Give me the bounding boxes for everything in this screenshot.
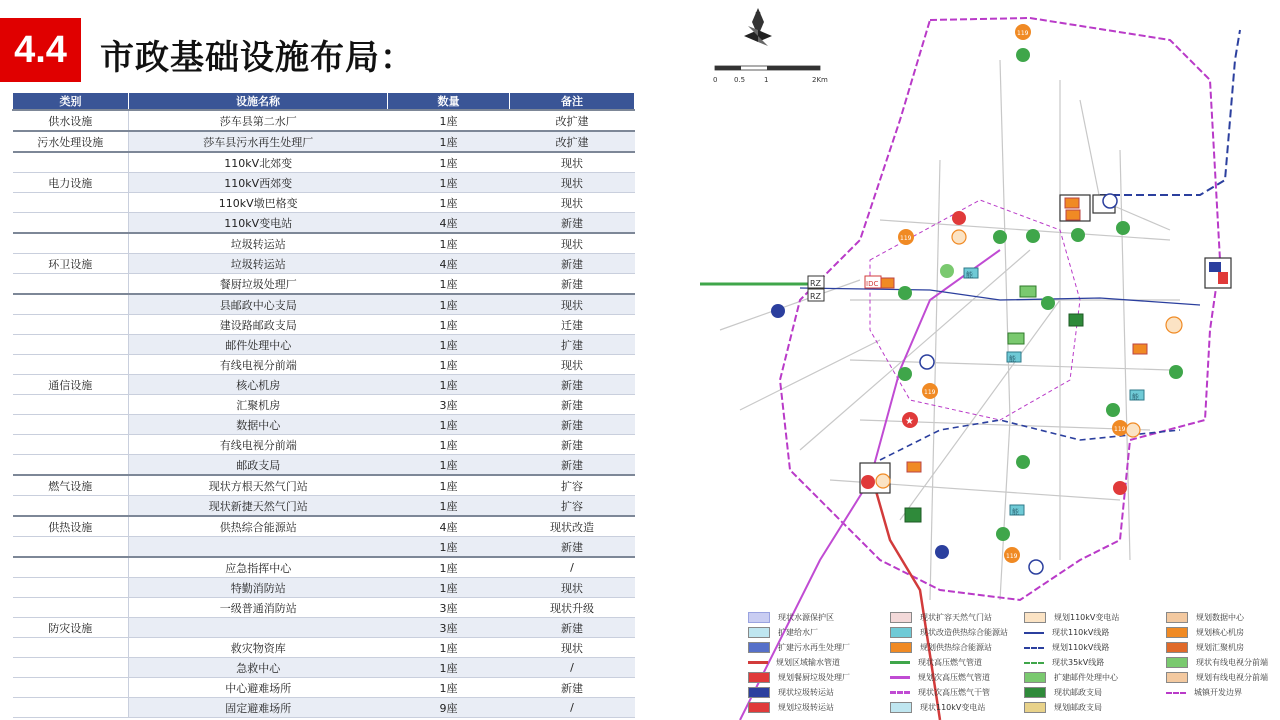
legend-item — [1024, 687, 1102, 698]
quantity-cell: 1座 — [388, 110, 510, 131]
table-row — [13, 355, 635, 375]
facility-table — [12, 92, 635, 718]
legend-item — [1166, 657, 1268, 668]
facility-name-cell: 现状方根天然气门站 — [129, 475, 388, 496]
category-cell — [13, 698, 129, 718]
core-room-legend-icon — [1166, 627, 1188, 638]
cable-tv-headend-icon — [993, 230, 1007, 244]
post-office-existing-icon — [1024, 687, 1046, 698]
category-cell — [13, 152, 129, 173]
note-cell: 现状 — [510, 294, 635, 315]
facility-name-cell: 供热综合能源站 — [129, 516, 388, 537]
quantity-cell: 1座 — [388, 355, 510, 375]
fire-station-label: 119 — [1017, 30, 1029, 37]
table-row — [13, 455, 635, 476]
water-protection-icon — [748, 612, 770, 623]
table-row — [13, 173, 635, 193]
legend-label: 现状垃圾转运站 — [778, 688, 834, 697]
substation-existing-icon — [890, 702, 912, 713]
facility-name-cell: 垃圾转运站 — [129, 233, 388, 254]
legend-label: 扩建污水再生处理厂 — [778, 643, 850, 652]
cable-tv-planned-legend-icon — [1166, 672, 1188, 683]
substation-planned-icon — [1024, 612, 1046, 623]
waste-transfer-icon — [1209, 262, 1221, 272]
note-cell: 现状 — [510, 578, 635, 598]
category-cell — [13, 315, 129, 335]
legend-item — [1024, 702, 1102, 713]
table-row — [13, 131, 635, 152]
legend-label: 现状35kV线路 — [1052, 658, 1105, 667]
legend-label: 规划垃圾转运站 — [778, 703, 834, 712]
fire-station-label: 119 — [924, 389, 936, 396]
quantity-cell: 1座 — [388, 557, 510, 578]
legend-item — [1166, 687, 1242, 698]
category-cell — [13, 233, 129, 254]
table-row — [13, 233, 635, 254]
column-header-note: 备注 — [510, 93, 635, 111]
planned-waste-station-icon — [1113, 481, 1127, 495]
note-cell: / — [510, 698, 635, 718]
cable-tv-headend-icon — [1106, 403, 1120, 417]
table-row — [13, 698, 635, 718]
category-cell: 供热设施 — [13, 516, 129, 537]
facility-name-cell: 110kV变电站 — [129, 213, 388, 234]
planned-waste-station-icon — [952, 211, 966, 225]
category-cell — [13, 294, 129, 315]
legend-label: 规划数据中心 — [1196, 613, 1244, 622]
category-cell — [13, 557, 129, 578]
facility-name-cell: 一级普通消防站 — [129, 598, 388, 618]
legend-label: 现状邮政支局 — [1054, 688, 1102, 697]
facility-name-cell: 邮政支局 — [129, 455, 388, 476]
legend-label: 现状扩容天然气门站 — [920, 613, 992, 622]
facility-name-cell: 特勤消防站 — [129, 578, 388, 598]
quantity-cell: 4座 — [388, 516, 510, 537]
category-cell: 供水设施 — [13, 110, 129, 131]
note-cell: 现状 — [510, 638, 635, 658]
table-row — [13, 475, 635, 496]
sub-high-gas-planned-line-icon — [890, 676, 910, 679]
legend-label: 规划餐厨垃圾处理厂 — [778, 673, 850, 682]
note-cell: 新建 — [510, 435, 635, 455]
legend-label: 扩建邮件处理中心 — [1054, 673, 1118, 682]
aggregation-room-icon — [1066, 210, 1080, 220]
data-center-legend-icon — [1166, 612, 1188, 623]
legend-label: 规划区域输水管道 — [776, 658, 840, 667]
quantity-cell: 1座 — [388, 193, 510, 213]
development-boundary-legend-icon — [1166, 692, 1186, 694]
high-pressure-gas-line-icon — [890, 661, 910, 664]
table-row — [13, 598, 635, 618]
table-row — [13, 375, 635, 395]
legend-item — [1166, 612, 1244, 623]
legend-item — [1166, 642, 1244, 653]
table-row — [13, 618, 635, 638]
quantity-cell: 1座 — [388, 173, 510, 193]
legend-label: 扩建给水厂 — [778, 628, 818, 637]
note-cell: 现状 — [510, 355, 635, 375]
facility-name-cell: 县邮政中心支局 — [129, 294, 388, 315]
quantity-cell: 9座 — [388, 698, 510, 718]
facility-name-cell: 餐厨垃圾处理厂 — [129, 274, 388, 295]
quantity-cell: 1座 — [388, 131, 510, 152]
legend-item — [1024, 672, 1118, 683]
data-center-icon — [905, 508, 921, 522]
legend-label: 现状次高压燃气干管 — [918, 688, 990, 697]
facility-name-cell: 汇聚机房 — [129, 395, 388, 415]
scale-label-1: 1 — [764, 76, 769, 84]
legend-label: 规划核心机房 — [1196, 628, 1244, 637]
quantity-cell: 3座 — [388, 395, 510, 415]
idc-label: IDC — [866, 280, 879, 288]
category-cell: 防灾设施 — [13, 618, 129, 638]
table-row — [13, 678, 635, 698]
category-cell — [13, 598, 129, 618]
fire-station-label: 119 — [1006, 553, 1018, 560]
sewage-plant-icon — [748, 642, 770, 653]
legend-label: 规划次高压燃气管道 — [918, 673, 990, 682]
planned-substation-icon — [1166, 317, 1182, 333]
note-cell: 新建 — [510, 415, 635, 435]
waste-transfer-station-icon — [935, 545, 949, 559]
facility-name-cell: 现状新捷天然气门站 — [129, 496, 388, 517]
facility-name-cell: 固定避难场所 — [129, 698, 388, 718]
quantity-cell: 4座 — [388, 254, 510, 274]
note-cell: 现状改造 — [510, 516, 635, 537]
facility-name-cell: 中心避难场所 — [129, 678, 388, 698]
category-cell — [13, 213, 129, 234]
note-cell: 新建 — [510, 274, 635, 295]
rz-label: RZ — [810, 292, 822, 301]
legend-item — [1024, 627, 1109, 638]
facility-name-cell: 莎车县污水再生处理厂 — [129, 131, 388, 152]
planned-waste-station-icon — [861, 475, 875, 489]
substation-110kv-icon — [1029, 560, 1043, 574]
fire-station-label: 119 — [1114, 426, 1126, 433]
quantity-cell: 3座 — [388, 598, 510, 618]
cable-tv-headend-icon — [1116, 221, 1130, 235]
note-cell: 现状 — [510, 193, 635, 213]
line-35kv-existing-icon — [1024, 662, 1044, 664]
core-server-room-icon — [907, 462, 921, 472]
quantity-cell: 1座 — [388, 578, 510, 598]
scale-label-0-5: 0.5 — [734, 76, 746, 84]
table-row — [13, 152, 635, 173]
energy-station-label: 能 — [1012, 508, 1019, 516]
category-cell — [13, 658, 129, 678]
quantity-cell: 1座 — [388, 455, 510, 476]
waste-transfer-icon — [1218, 272, 1228, 284]
legend-item — [890, 627, 1008, 638]
note-cell: 新建 — [510, 213, 635, 234]
category-cell — [13, 415, 129, 435]
core-server-room-icon — [1133, 344, 1147, 354]
cable-tv-headend-icon — [1026, 229, 1040, 243]
planned-substation-icon — [1126, 423, 1140, 437]
table-row — [13, 638, 635, 658]
rz-label: RZ — [810, 279, 822, 288]
legend-label: 现状110kV线路 — [1052, 628, 1110, 637]
category-cell: 燃气设施 — [13, 475, 129, 496]
cable-tv-headend-icon — [1071, 228, 1085, 242]
gas-gate-station-icon — [890, 612, 912, 623]
facility-name-cell: 建设路邮政支局 — [129, 315, 388, 335]
quantity-cell: 1座 — [388, 435, 510, 455]
legend-label: 规划有线电视分前端 — [1196, 673, 1268, 682]
facility-name-cell: 110kV西郊变 — [129, 173, 388, 193]
facility-name-cell: 应急指挥中心 — [129, 557, 388, 578]
category-cell: 环卫设施 — [13, 254, 129, 274]
note-cell: 扩建 — [510, 335, 635, 355]
note-cell: 改扩建 — [510, 131, 635, 152]
heating-planned-icon — [890, 642, 912, 653]
quantity-cell: 1座 — [388, 233, 510, 254]
legend-label: 现状110kV变电站 — [920, 703, 986, 712]
quantity-cell: 1座 — [388, 496, 510, 517]
note-cell: 新建 — [510, 455, 635, 476]
cable-tv-headend-icon — [1016, 455, 1030, 469]
note-cell: 新建 — [510, 375, 635, 395]
cable-tv-existing-legend-icon — [1166, 657, 1188, 668]
water-plant-icon — [748, 627, 770, 638]
cable-tv-headend-icon — [996, 527, 1010, 541]
table-row — [13, 516, 635, 537]
legend-label: 规划邮政支局 — [1054, 703, 1102, 712]
quantity-cell: 1座 — [388, 415, 510, 435]
category-cell: 污水处理设施 — [13, 131, 129, 152]
table-row — [13, 213, 635, 234]
scale-label-0: 0 — [713, 76, 718, 84]
quantity-cell: 1座 — [388, 375, 510, 395]
planned-substation-icon — [952, 230, 966, 244]
waste-station-existing-icon — [748, 687, 770, 698]
facility-name-cell: 数据中心 — [129, 415, 388, 435]
substation-110kv-icon — [920, 355, 934, 369]
table-row — [13, 294, 635, 315]
quantity-cell: 1座 — [388, 537, 510, 558]
legend-item — [748, 627, 818, 638]
note-cell: 现状 — [510, 173, 635, 193]
kitchen-waste-plant-icon — [748, 672, 770, 683]
cable-tv-headend-icon — [898, 367, 912, 381]
page-title: 市政基础设施布局： — [100, 38, 415, 78]
table-row — [13, 274, 635, 295]
note-cell: 现状 — [510, 233, 635, 254]
legend-item — [1024, 657, 1104, 668]
energy-station-label: 能 — [966, 271, 973, 279]
legend-label: 现状高压燃气管道 — [918, 658, 982, 667]
legend-item — [748, 687, 834, 698]
legend-label: 城镇开发边界 — [1194, 688, 1242, 697]
category-cell — [13, 578, 129, 598]
scale-bar — [715, 66, 820, 70]
post-office-icon — [1020, 286, 1036, 297]
legend-item — [890, 612, 992, 623]
facility-name-cell: 110kV墩巴格变 — [129, 193, 388, 213]
note-cell: 现状 — [510, 152, 635, 173]
planned-substation-icon — [876, 474, 890, 488]
quantity-cell: 1座 — [388, 638, 510, 658]
facility-name-cell: 救灾物资库 — [129, 638, 388, 658]
facility-name-cell: 急救中心 — [129, 658, 388, 678]
table-row — [13, 254, 635, 274]
waste-station-planned-icon — [748, 702, 770, 713]
section-number-badge: 4.4 — [0, 18, 81, 82]
table-row — [13, 415, 635, 435]
note-cell: / — [510, 658, 635, 678]
legend-item — [748, 702, 834, 713]
category-cell — [13, 638, 129, 658]
category-cell — [13, 355, 129, 375]
table-row — [13, 557, 635, 578]
quantity-cell: 1座 — [388, 152, 510, 173]
legend-item — [890, 657, 982, 668]
facility-name-cell: 有线电视分前端 — [129, 435, 388, 455]
note-cell: 现状升级 — [510, 598, 635, 618]
quantity-cell: 1座 — [388, 315, 510, 335]
map-legend — [748, 612, 1278, 718]
cable-tv-headend-icon — [1041, 296, 1055, 310]
table-header-row — [13, 93, 635, 111]
table-row — [13, 395, 635, 415]
legend-label: 规划110kV线路 — [1052, 643, 1110, 652]
category-cell: 电力设施 — [13, 173, 129, 193]
facility-name-cell: 垃圾转运站 — [129, 254, 388, 274]
table-row — [13, 578, 635, 598]
legend-item — [890, 672, 990, 683]
column-header-name: 设施名称 — [129, 93, 388, 111]
category-cell — [13, 274, 129, 295]
legend-item — [1024, 642, 1109, 653]
legend-label: 现状改造供热综合能源站 — [920, 628, 1008, 637]
category-cell: 通信设施 — [13, 375, 129, 395]
legend-label: 规划供热综合能源站 — [920, 643, 992, 652]
quantity-cell: 1座 — [388, 335, 510, 355]
note-cell: / — [510, 557, 635, 578]
legend-item — [890, 702, 985, 713]
table-row — [13, 537, 635, 558]
legend-item — [890, 687, 990, 698]
category-cell — [13, 678, 129, 698]
facility-name-cell: 核心机房 — [129, 375, 388, 395]
category-cell — [13, 496, 129, 517]
substation-110kv-icon — [1103, 194, 1117, 208]
table-row — [13, 658, 635, 678]
aggregation-room-legend-icon — [1166, 642, 1188, 653]
note-cell: 新建 — [510, 618, 635, 638]
note-cell: 新建 — [510, 254, 635, 274]
category-cell — [13, 537, 129, 558]
facility-name-cell: 有线电视分前端 — [129, 355, 388, 375]
legend-item — [1166, 672, 1268, 683]
table-row — [13, 496, 635, 517]
table-row — [13, 435, 635, 455]
core-server-room-icon — [1065, 198, 1079, 208]
note-cell: 迁建 — [510, 315, 635, 335]
quantity-cell: 4座 — [388, 213, 510, 234]
legend-item — [748, 672, 850, 683]
line-110kv-existing-icon — [1024, 632, 1044, 634]
cable-tv-headend-icon — [1016, 48, 1030, 62]
quantity-cell: 3座 — [388, 618, 510, 638]
category-cell — [13, 455, 129, 476]
facility-name-cell — [129, 537, 388, 558]
quantity-cell: 1座 — [388, 658, 510, 678]
quantity-cell: 1座 — [388, 475, 510, 496]
mail-center-icon — [1024, 672, 1046, 683]
legend-item — [748, 657, 840, 668]
waste-transfer-station-icon — [771, 304, 785, 318]
note-cell: 扩容 — [510, 475, 635, 496]
energy-station-label: 能 — [1132, 393, 1139, 401]
note-cell: 改扩建 — [510, 110, 635, 131]
table-row — [13, 335, 635, 355]
fire-station-label: 119 — [900, 235, 912, 242]
legend-item — [748, 612, 834, 623]
cable-tv-headend-icon — [940, 264, 954, 278]
note-cell: 新建 — [510, 678, 635, 698]
table-row — [13, 193, 635, 213]
table-row — [13, 110, 635, 131]
quantity-cell: 1座 — [388, 678, 510, 698]
category-cell — [13, 193, 129, 213]
energy-station-label: 能 — [1009, 355, 1016, 363]
category-cell — [13, 395, 129, 415]
facility-name-cell: 莎车县第二水厂 — [129, 110, 388, 131]
facility-name-cell — [129, 618, 388, 638]
note-cell: 扩容 — [510, 496, 635, 517]
cable-tv-icon — [1069, 314, 1083, 326]
post-office-icon — [1008, 333, 1024, 344]
table-row — [13, 315, 635, 335]
scale-label-2km: 2Km — [812, 76, 828, 84]
water-pipe-line-icon — [748, 661, 768, 664]
post-office-planned-icon — [1024, 702, 1046, 713]
sub-high-gas-main-line-icon — [890, 691, 910, 694]
legend-label: 规划110kV变电站 — [1054, 613, 1120, 622]
line-110kv-planned-icon — [1024, 647, 1044, 649]
facility-name-cell: 110kV北郊变 — [129, 152, 388, 173]
note-cell: 新建 — [510, 537, 635, 558]
quantity-cell: 1座 — [388, 294, 510, 315]
cable-tv-headend-icon — [1169, 365, 1183, 379]
facility-name-cell: 邮件处理中心 — [129, 335, 388, 355]
category-cell — [13, 335, 129, 355]
legend-item — [890, 642, 992, 653]
column-header-quantity: 数量 — [388, 93, 510, 111]
legend-label: 规划汇聚机房 — [1196, 643, 1244, 652]
quantity-cell: 1座 — [388, 274, 510, 295]
legend-item — [1024, 612, 1119, 623]
note-cell: 新建 — [510, 395, 635, 415]
cable-tv-headend-icon — [898, 286, 912, 300]
legend-label: 现状有线电视分前端 — [1196, 658, 1268, 667]
star-icon: ★ — [905, 416, 914, 427]
legend-label: 现状水源保护区 — [778, 613, 834, 622]
legend-item — [1166, 627, 1244, 638]
column-header-category: 类别 — [13, 93, 129, 111]
category-cell — [13, 435, 129, 455]
north-label: N — [755, 11, 761, 20]
legend-item — [748, 642, 850, 653]
aggregation-room-icon — [880, 278, 894, 288]
heating-existing-icon — [890, 627, 912, 638]
